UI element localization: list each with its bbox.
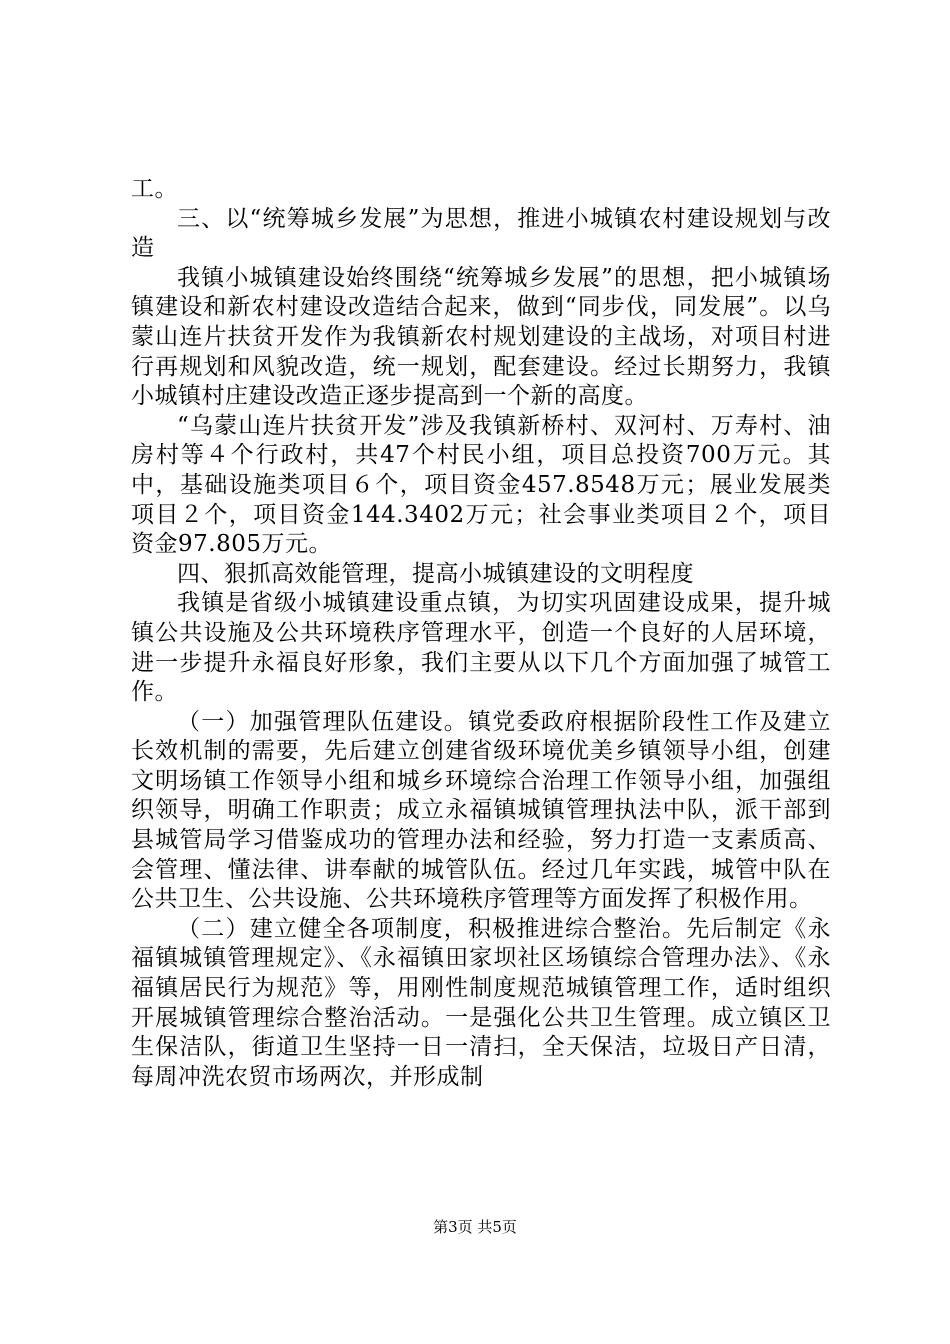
paragraph-regulations: （二）建立健全各项制度，积极推进综合整治。先后制定《永福镇城镇管理规定》、《永福镇田家坝社区场镇综合管理办法》、《永福镇居民行为规范》等，用刚性制度规范城镇管理工作，适时组织开展城镇管理综合整治活动。一是强化公共卫生管理。成立镇区卫生保洁队，街道卫生坚持一日一清扫，全天保洁，垃圾日产日清，每周冲洗农贸市场两次，并形成制	[131, 915, 831, 1090]
paragraph-town-planning: 我镇小城镇建设始终围绕“统筹城乡发展”的思想，把小城镇场镇建设和新农村建设改造结合起来，做到“同步伐，同发展”。以乌蒙山连片扶贫开发作为我镇新农村规划建设的主战场，对项目村进行再规划和风貌改造，统一规划，配套建设。经过长期努力，我镇小城镇村庄建设改造正逐步提高到一个新的高度。	[131, 264, 831, 410]
section-heading-four: 四、狠抓高效能管理，提高小城镇建设的文明程度	[177, 560, 694, 587]
document-body	[131, 175, 831, 1092]
page-footer	[0, 1217, 950, 1237]
section-heading-three: 三、以“统筹城乡发展”为思想，推进小城镇农村建设规划与改造	[131, 205, 831, 262]
paragraph-management-intro: 我镇是省级小城镇建设重点镇，为切实巩固建设成果，提升城镇公共设施及公共环境秩序管理水平，创造一个良好的人居环境，进一步提升永福良好形象，我们主要从以下几个方面加强了城管工作。	[131, 590, 831, 706]
paragraph-team-building: （一）加强管理队伍建设。镇党委政府根据阶段性工作及建立长效机制的需要，先后建立创建省级环境优美乡镇领导小组，创建文明场镇工作领导小组和城乡环境综合治理工作领导小组，加强组织领导，明确工作职责；成立永福镇城镇管理执法中队，派干部到县城管局学习借鉴成功的管理办法和经验，努力打造一支素质高、会管理、懂法律、讲奉献的城管队伍。经过几年实践，城管中队在公共卫生、公共设施、公共环境秩序管理等方面发挥了积极作用。	[131, 708, 831, 913]
paragraph-continuation: 工。	[131, 176, 178, 202]
paragraph-poverty-project: “乌蒙山连片扶贫开发”涉及我镇新桥村、双河村、万寿村、油房村等４个行政村，共47个村民小组，项目总投资700万元。其中，基础设施类项目６个，项目资金457.8548万元；展业发展类项目２个，项目资金144.3402万元；社会事业类项目２个，项目资金97.805万元。	[131, 412, 831, 558]
page-number: 第3页 共5页	[433, 1218, 517, 1236]
